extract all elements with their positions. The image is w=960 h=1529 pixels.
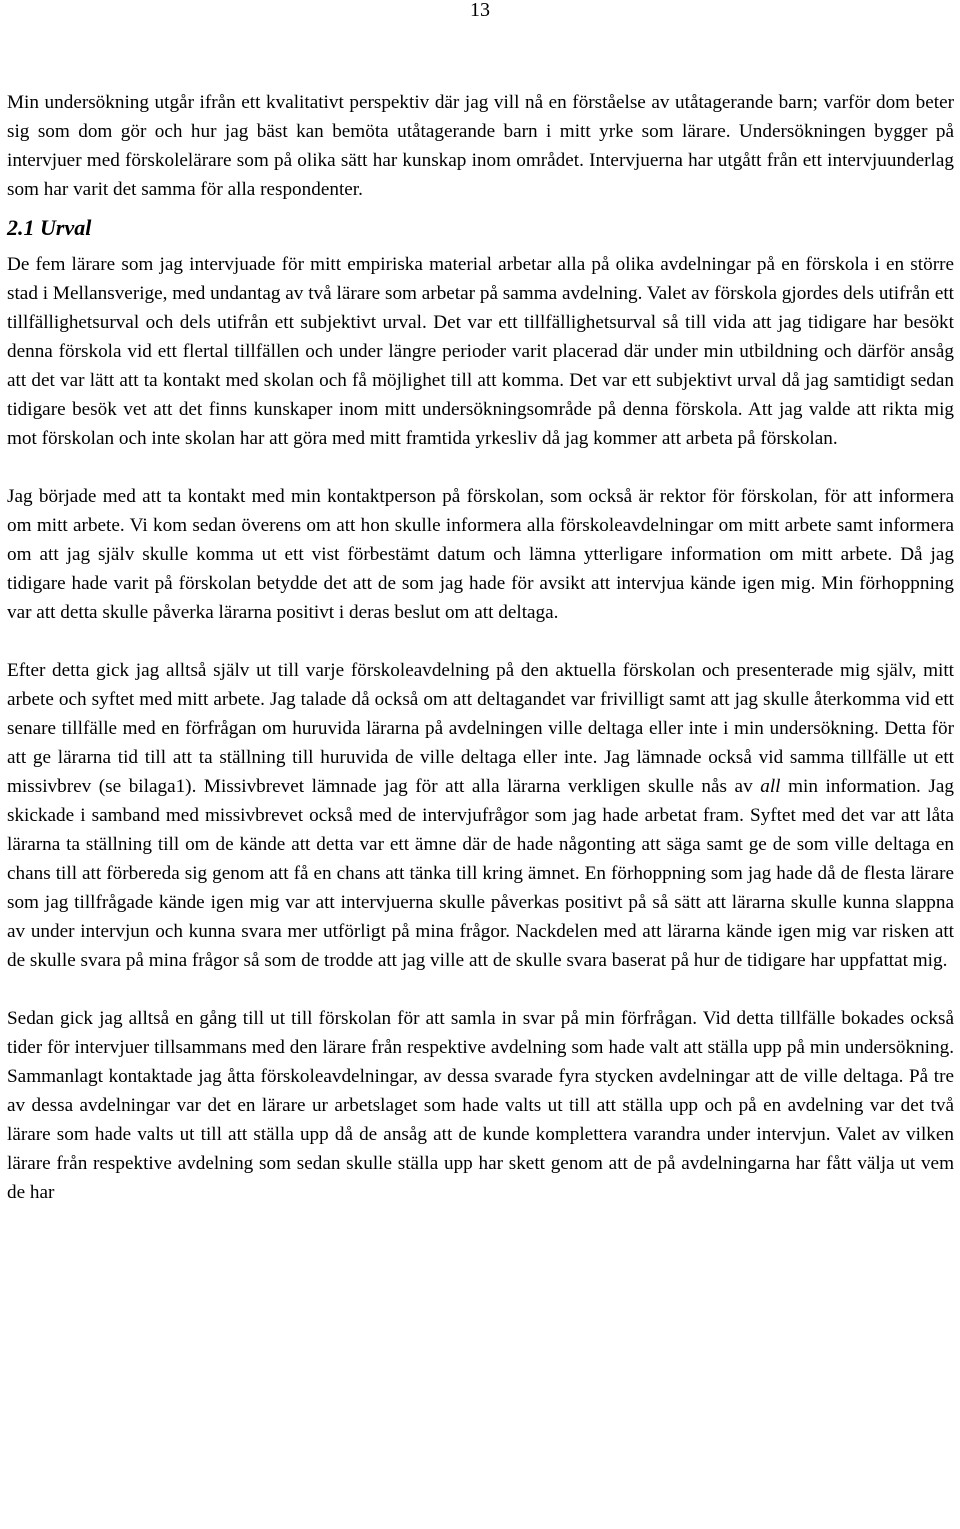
paragraph-3-text-end: min information. Jag skickade i samband med missivbrevet också med de intervjufrågor som jag hade arbetat fram. Syftet med det var att låta lärarna ta ställning till om de kände att detta var ett ämne där de hade någonting att säga samt ge de som ville deltaga en chans till att förbereda sig genom att få en chans att tänka till kring ämnet. En förhoppning som jag hade då de flesta lärare som jag tillfrågade kände igen mig var att intervjuerna skulle påverkas positivt på så sätt att lärarna skulle kunna slappna av under intervjun och kunna svara mer utförligt på mina frågor. Nackdelen med att lärarna kände igen mig var risken att de skulle svara på mina frågor så som de trodde att jag ville att de skulle svara baserat på hur de tidigare har uppfattat mig. <box>7 776 954 971</box>
section-paragraph-1: De fem lärare som jag intervjuade för mitt empiriska material arbetar alla på olika avdelningar på en förskola i en större stad i Mellansverige, med undantag av två lärare som arbetar på samma avdelning. Valet av förskola gjordes dels utifrån ett tillfällighetsurval och dels utifrån ett subjektivt urval. Det var ett tillfällighetsurval så till vida att jag tidigare har besökt denna förskola vid ett flertal tillfällen och under längre perioder varit placerad där under min utbildning och därför ansåg att det var lätt att ta kontakt med skolan och få möjlighet till att komma. Det var ett subjektivt urval då jag samtidigt sedan tidigare besök vet att det finns kunskaper inom mitt undersökningsområde på denna förskola. Att jag valde att rikta mig mot förskolan och inte skolan har att göra med mitt framtida yrkesliv då jag kommer att arbeta på förskolan. <box>7 254 954 449</box>
paragraph-3-emphasis: all <box>760 776 781 797</box>
section-paragraph-2: Jag började med att ta kontakt med min kontaktperson på förskolan, som också är rektor för förskolan, för att informera om mitt arbete. Vi kom sedan överens om att hon skulle informera alla förskoleavdelningar om mitt arbete samt informera om att jag själv skulle komma ut ett vist förbestämt datum och lämna ytterligare information om mitt arbete. Då jag tidigare hade varit på förskolan betydde det att de som jag hade för avsikt att intervjua kände igen mig. Min förhoppning var att detta skulle påverka lärarna positivt i deras beslut om att deltaga. <box>7 486 954 623</box>
page-number: 13 <box>470 0 490 21</box>
section-paragraph-3 <box>7 656 954 975</box>
section-heading: 2.1 Urval <box>7 215 92 240</box>
intro-paragraph: Min undersökning utgår ifrån ett kvalitativt perspektiv där jag vill nå en förståelse av utåtagerande barn; varför dom beter sig som dom gör och hur jag bäst kan bemöta utåtagerande barn i mitt yrke som lärare. Undersökningen bygger på intervjuer med förskolelärare som på olika sätt har kunskap inom området. Intervjuerna har utgått från ett intervjuunderlag som har varit det samma för alla respondenter. <box>7 92 954 200</box>
section-paragraph-4: Sedan gick jag alltså en gång till ut till förskolan för att samla in svar på min förfrågan. Vid detta tillfälle bokades också tider för intervjuer tillsammans med den lärare från respektive avdelning som hade valt att ställa upp på min undersökning. Sammanlagt kontaktade jag åtta förskoleavdelningar, av dessa svarade fyra stycken avdelningar att de ville deltaga. På tre av dessa avdelningar var det en lärare ur arbetslaget som hade valts ut till att ställa upp och på en avdelning var det två lärare som hade valts ut till att ställa upp då de ansåg att de kunde komplettera varandra under intervjun. Valet av vilken lärare från respektive avdelning som sedan skulle ställa upp har skett genom att de på avdelningarna har fått välja ut vem de har <box>7 1008 954 1203</box>
paragraph-3-text-start: Efter detta gick jag alltså själv ut till varje förskoleavdelning på den aktuella förskolan och presenterade mig själv, mitt arbete och syftet med mitt arbete. Jag talade då också om att deltagandet var frivilligt samt att jag skulle återkomma vid ett senare tillfälle med en förfrågan om huruvida lärarna på avdelningen ville deltaga eller inte i min undersökning. Detta för att ge lärarna tid till att ta ställning till huruvida de ville deltaga eller inte. Jag lämnade också vid samma tillfälle ut ett missivbrev (se bilaga1). Missivbrevet lämnade jag för att alla lärarna verkligen skulle nås av <box>7 660 954 797</box>
page-content <box>7 88 954 1207</box>
